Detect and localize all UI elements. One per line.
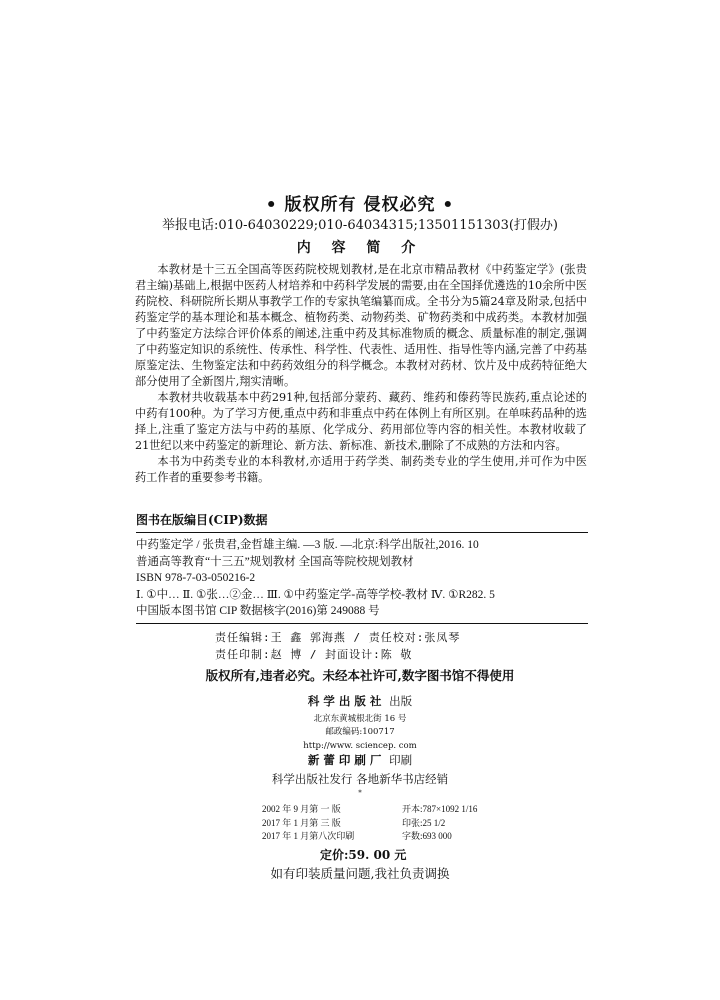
edition-date: 2002 年 9 月第 一 版 [262,804,341,814]
cip-line: 中国版本图书馆 CIP 数据核字(2016)第 249088 号 [136,605,380,618]
editors-credits [215,629,615,663]
cip-data-box [136,532,588,624]
quality-notice: 如有印装质量问题,我社负责调换 [270,866,450,881]
separator-star: * [358,789,362,797]
intro-paragraph: 本书为中药类专业的本科教材,亦适用于药学类、制药类专业的学生使用,并可作为中医药工作者的重要参考书籍。 [135,455,587,484]
cip-block [136,511,588,624]
publisher-address: 北京东黄城根北街 16 号 [313,714,407,724]
rights-notice: 版权所有,违者必究。未经本社许可,数字图书馆不得使用 [205,668,515,683]
cip-line: ISBN 978-7-03-050216-2 [136,572,256,585]
publisher-line [0,693,720,709]
publisher-url: http://www. sciencep. com [303,741,417,751]
editors-line: 责任编辑:王 鑫 郭海燕 / 责任校对:张凤琴 [215,631,461,644]
printer-suffix: 印刷 [389,753,413,767]
intro-paragraph: 本教材是十三五全国高等医药院校规划教材,是在北京市精品教材《中药鉴定学》(张贵君主编)基础上,根据中医药人材培养和中药科学发展的需要,由在全国择优遴选的10余所中医药院校、科研院所长期从事教学工作的专家执笔编纂而成。全书分为5篇24章及附录,包括中药鉴定学的基本理论和基本概念、植物药类、动物药类、矿物药类和中成药类。本教材加强了中药鉴定方法综合评价体系的阐述,注重中药及其标准物质的概念、质量标准的制定,强调了中药鉴定知识的系统性、传承性、科学性、代表性、适用性、指导性等内涵,完善了中药基原鉴定法、生物鉴定法和中药药效组分的科学概念。本教材对药材、饮片及中成药特征绝大部分使用了全新图片,翔实清晰。 [135,263,587,388]
report-hotline: 举报电话:010-64030229;010-64034315;13501151303(打假办) [161,218,558,233]
intro-paragraph: 本教材共收载基本中药291种,包括部分蒙药、藏药、维药和傣药等民族药,重点论述的中药有100种。为了学习方便,重点中药和非重点中药在体例上有所区别。在单味药品种的选择上,注重了鉴定方法与中药的基原、化学成分、药用部位等内容的相关性。本教材收载了21世纪以来中药鉴定的新理论、新方法、新标准、新技术,删除了不成熟的方法和内容。 [135,391,587,452]
printer-line [0,752,720,768]
publisher-postcode: 邮政编码:100717 [325,727,395,737]
edition-spec: 字数:693 000 [402,831,452,841]
publisher-suffix: 出版 [389,694,413,708]
edition-date: 2017 年 1 月第八次印刷 [262,831,355,841]
edition-info [262,803,522,844]
intro-title: 内 容 简 介 [296,240,424,256]
intro-body [135,262,587,486]
cip-line: 中药鉴定学 / 张贵君,金哲雄主编. —3 版. —北京:科学出版社,2016. 10 [136,539,479,551]
edition-spec: 印张:25 1/2 [402,817,446,828]
edition-spec: 开本:787×1092 1/16 [402,804,478,814]
cip-line: Ⅰ. ①中… Ⅱ. ①张…②金… Ⅲ. ①中药鉴定学-高等学校-教材 Ⅳ. ①R282. 5 [136,588,495,601]
edition-row [262,817,522,831]
cip-line: 普通高等教育“十三五”规划教材 全国高等院校规划教材 [136,555,414,568]
distribution-line: 科学出版社发行 各地新华书店经销 [271,772,449,786]
price: 定价:59. 00 元 [320,848,407,862]
publisher-name: 科学出版社 [307,694,386,708]
cip-title: 图书在版编目(CIP)数据 [136,513,268,527]
edition-date: 2017 年 1 月第 三 版 [262,817,341,828]
edition-row [262,803,522,817]
copyright-heading: • 版权所有 侵权必究 • [265,195,455,215]
editors-line: 责任印制:赵 博 / 封面设计:陈 敬 [215,648,413,661]
printer-name: 新蕾印刷厂 [307,753,386,767]
edition-row [262,830,522,844]
